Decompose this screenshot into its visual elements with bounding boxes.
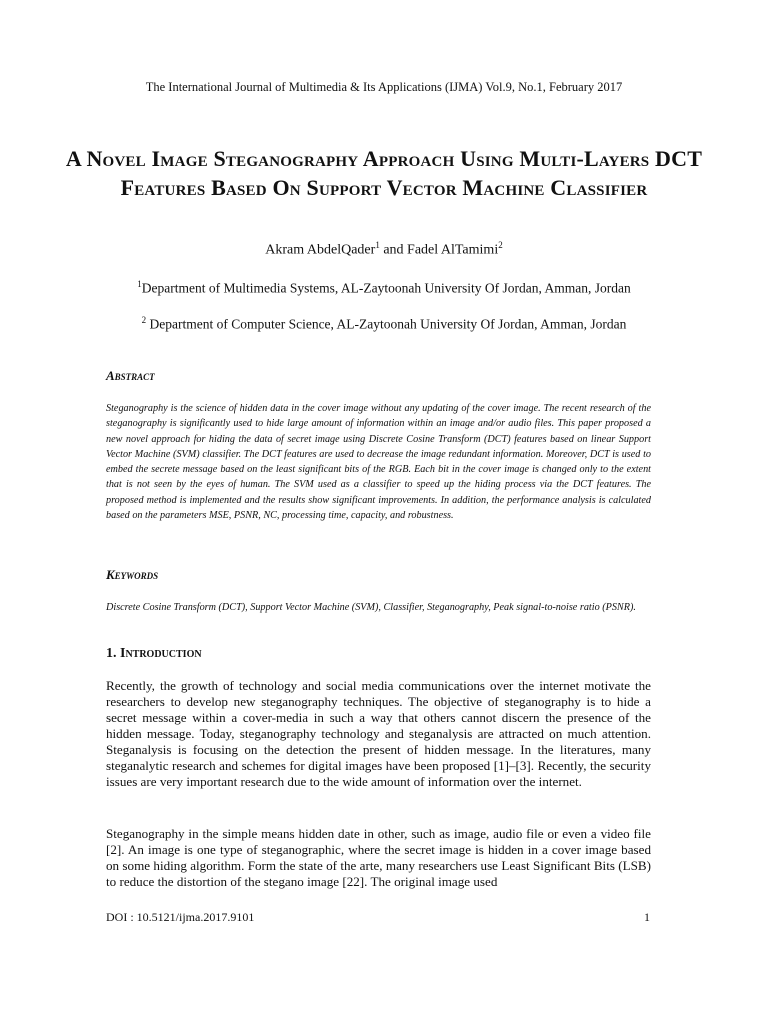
affiliation-1 — [108, 275, 660, 298]
running-header: The International Journal of Multimedia & Its Applications (IJMA) Vol.9, No.1, February 2017 — [145, 80, 623, 94]
affiliation-2 — [108, 311, 660, 334]
author-name-2: Fadel AlTamimi — [407, 242, 499, 258]
author-separator: and — [379, 242, 408, 258]
author-name-1: Akram AbdelQader — [265, 242, 376, 258]
abstract-heading: Abstract — [106, 368, 155, 383]
abstract-text: Steganography is the science of hidden data in the cover image without any updating of the cover image. The recent research of the steganography is significantly used to hide large amount of information within an image and/or audio files. This paper proposed a new novel approach for hiding the data of secret image using Discrete Cosine Transform (DCT) features based on linear Support Vector Machine (SVM) classifier. The DCT features are used to decrease the image redundant information. Moreover, DCT is used to embed the secrete message based on the least significant bits of the RGB. Each bit in the cover image is changed only to the extent that is not seen by the eyes of human. The SVM used as a classifier to speed up the hiding process via the DCT features. The proposed method is implemented and the results show significant improvements. In addition, the performance analysis is calculated based on the parameters MSE, PSNR, NC, processing time, capacity, and robustness. — [106, 403, 651, 522]
affiliation-2-text: Department of Computer Science, AL-Zaytoonah University Of Jordan, Amman, Jordan — [146, 316, 627, 332]
keywords-text: Discrete Cosine Transform (DCT), Support Vector Machine (SVM), Classifier, Steganography, Peak signal-to-noise ratio (PSNR). — [106, 602, 636, 613]
paper-title: A Novel Image Steganography Approach Using Multi-Layers DCT Features Based On Support Vector Machine Classifier — [65, 146, 703, 200]
introduction-heading: 1. Introduction — [106, 646, 202, 661]
author-affil-marker-2: 2 — [498, 240, 503, 250]
author-line — [0, 240, 768, 259]
affiliation-2-marker: 2 — [141, 315, 147, 325]
introduction-paragraph-2: Steganography in the simple means hidden date in other, such as image, audio file or even a video file [2]. An image is one type of steganographic, where the secret image is hidden in a cover image based on some hiding algorithm. Form the state of the arte, many researchers use Least Significant Bits (LSB) to reduce the distortion of the stegano image [22]. The original image used — [106, 826, 651, 889]
affiliation-1-marker: 1 — [137, 279, 142, 289]
author-affil-marker-1: 1 — [375, 240, 380, 250]
introduction-paragraph-1: Recently, the growth of technology and social media communications over the internet motivate the researchers to develop new steganography techniques. The objective of steganography is to hide a secret message within a cover-media in such a way that others cannot discern the presence of the hidden message. Today, steganography technology and steganalysis are attracted on much attention. Steganalysis is focusing on the detection the present of hidden message. In the literatures, many steganalytic research and schemes for digital images have been proposed [1]–[3]. Recently, the security issues are very important research due to the wide amount of information over the internet. — [106, 678, 651, 789]
footer-doi[interactable]: DOI : 10.5121/ijma.2017.9101 — [106, 910, 255, 924]
page-number: 1 — [644, 910, 650, 924]
keywords-heading: Keywords — [106, 567, 159, 582]
affiliation-1-text: Department of Multimedia Systems, AL-Zaytoonah University Of Jordan, Amman, Jordan — [141, 280, 631, 296]
